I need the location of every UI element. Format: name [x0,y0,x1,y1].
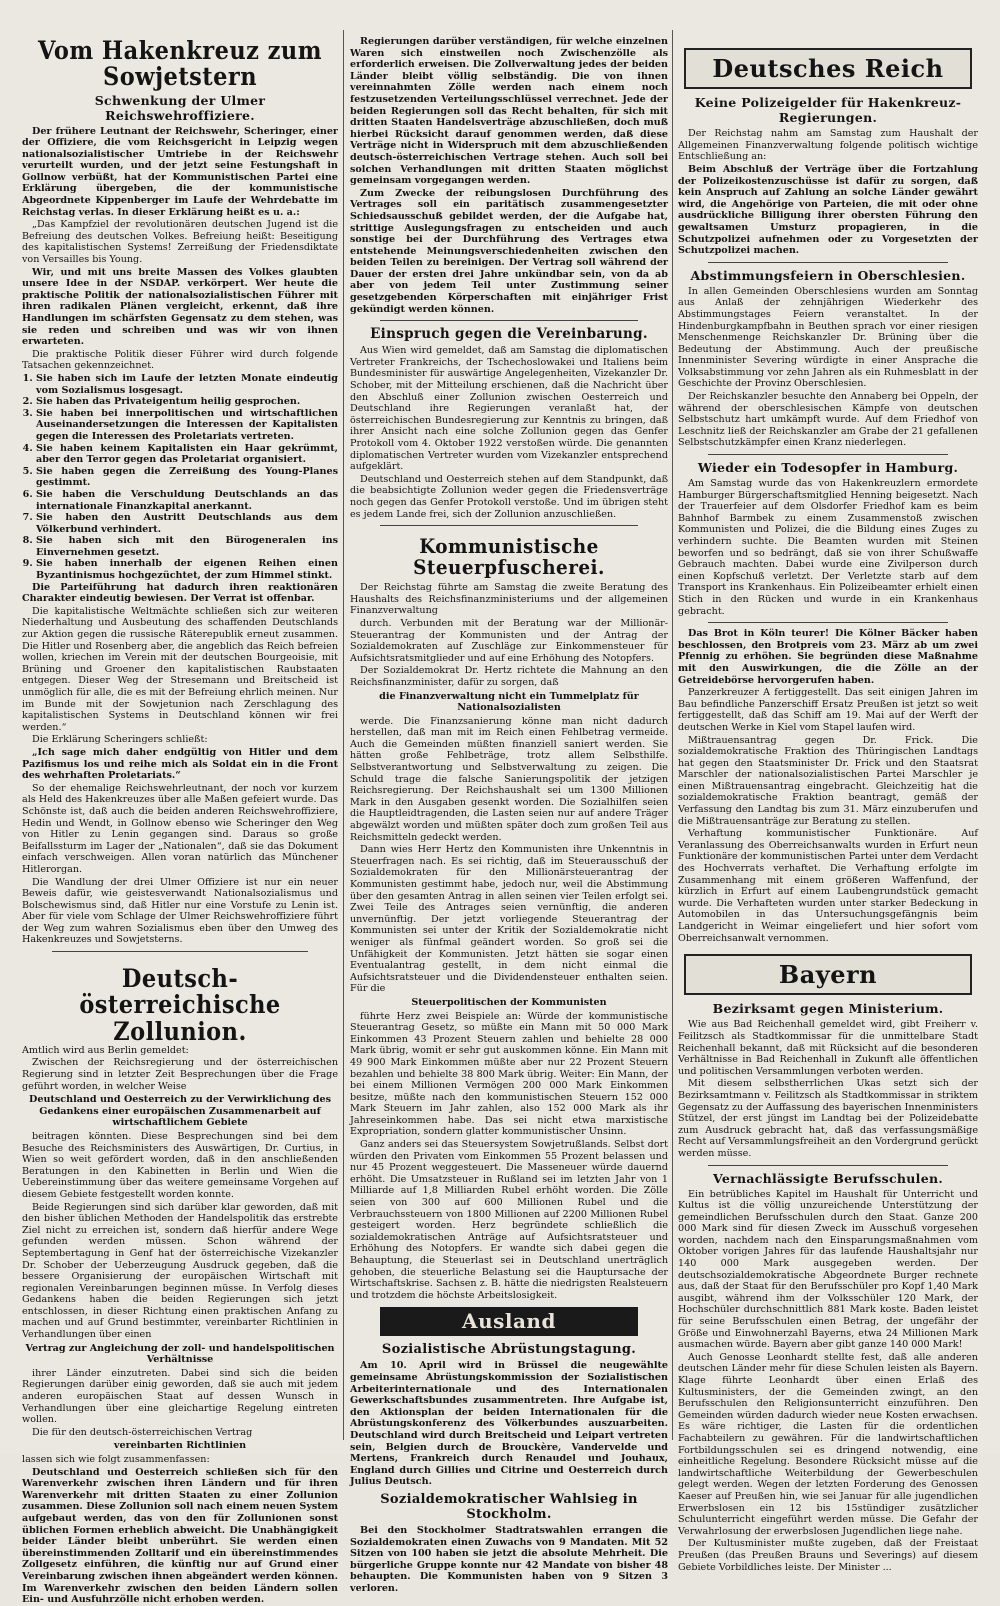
paragraph: „Das Kampfziel der revolutionären deutschen Jugend ist die Befreiung des deutschen Volkes. Befreiung heißt: Beseitigung des kapitalistischen Systems! Zerreißung der Friedensdiktate von Versailles bis Young. [22,219,338,266]
paragraph: Der frühere Leutnant der Reichswehr, Scheringer, einer der Offiziere, die vom Reichsgericht in Leipzig wegen nationalsozialistischer Umtriebe in der Reichswehr verurteilt wurden, und der jetzt seine Festungshaft in Gollnow verbüßt, hat der Kommunistischen Partei eine Erklärung übergeben, die der kommunistische Abgeordnete Kippenberger im Laufe der Wehrdebatte im Reichstag verlas. In dieser Erklärung heißt es u. a.: [22,125,338,218]
paragraph: „Ich sage mich daher endgültig von Hitler und dem Pazifismus los und reihe mich als Soldat ein in die Front des wehrhaften Proletariats.“ [22,746,338,782]
section-head-ausland [380,1307,638,1336]
list-item: 9. Sie haben innerhalb der eigenen Reihen einen Byzantinismus hochgezüchtet, der zum Himmel stinkt. [36,558,338,581]
paragraph: Wie aus Bad Reichenhall gemeldet wird, gibt Freiherr v. Feilitzsch als Stadtkommissar für die unmittelbare Stadt Reichenhall bekannt, daß mit Rücksicht auf die besonderen Verhältnisse in Bad Reichenhall in Zukunft alle öffentlichen und politischen Versammlungen verboten werden. [678,1019,978,1077]
paragraph: Der Reichstag nahm am Samstag zum Haushalt der Allgemeinen Finanzverwaltung folgende politisch wichtige Entschließung an: [678,128,978,163]
paragraph: Beide Regierungen sind sich darüber klar geworden, daß mit den bisher üblichen Methoden der Handelspolitik das erstrebte Ziel nicht zu erreichen ist, sondern daß hierfür andere Wege gefunden werden müssen. Schon während der Septembertagung in Genf hat der österreichische Vizekanzler Dr. Schober der Ueberzeugung Ausdruck gegeben, daß die bessere Organisierung der europäischen Wirtschaft mit regionalen Vereinbarungen beginnen müsse. In Verfolg dieses Gedankens haben die beiden Regierungen sich jetzt entschlossen, in dieser Richtung einen praktischen Anfang zu machen und auf Grund bestimmter, vereinbarter Richtlinien in Verhandlungen über einen [22,1201,338,1341]
paragraph: Der Reichskanzler besuchte den Annaberg bei Oppeln, der während der oberschlesischen Kämpfe von deutschen Selbstschutz hart umkämpft wurde. Auf dem Friedhof von Leschnitz ließ der Reichskanzler am Grabe der 21 gefallenen Selbstschutzkämpfer einen Kranz niederlegen. [678,391,978,449]
paragraph: Beim Abschluß der Verträge über die Fortzahlung der Polizeikostenzuschüsse ist dafür zu sorgen, daß kein Anspruch auf Zahlung an solche Länder gewährt wird, die Angehörige von Parteien, die mit oder ohne ausdrückliche Billigung ihrer obersten Führung den gewaltsamen Umsturz propagieren, in die Schutzpolizei aufnehmen oder zu Vorgesetzten der Schutzpolizei machen. [678,163,978,257]
headline-berufsschulen: Vernachlässigte Berufsschulen. [712,1170,944,1186]
headline-hakenkreuz: Vom Hakenkreuz zum Sowjetstern [38,36,322,92]
paragraph: Zwischen der Reichsregierung und der österreichischen Regierung sind in letzter Zeit Besprechungen über die Frage geführt worden, in welcher Weise [22,1057,338,1092]
headline-zollunion: Deutsch-österreichische Zollunion. [79,964,281,1046]
paragraph: Der Reichstag führte am Samstag die zweite Beratung des Haushalts des Reichsfinanzministeriums und der allgemeinen Finanzverwaltung [350,582,668,617]
emphasis-line: vereinbarten Richtlinien [113,1440,247,1452]
paragraph: Die für den deutsch-österreichischen Vertrag [32,1426,253,1438]
emphasis-line: Deutschland und Oesterreich zu der Verwirklichung des Gedankens einer europäischen Zusammenarbeit auf wirtschaftlichem Gebiete [29,1094,331,1129]
headline-steuerpfuscherei: Kommunistische Steuerpfuscherei. [413,534,605,580]
paragraph: durch. Verbunden mit der Beratung war der Millionär-Steuerantrag der Kommunisten und der Antrag der Sozialdemokraten auf Zuschläge zur Einkommensteuer für Aufsichtsratsmitglieder und auf eine Erhöhung des Notopfers. [350,617,668,664]
list-item: 4. Sie haben keinem Kapitalisten ein Haar gekrümmt, aber den Terror gegen das Proletariat organisiert. [36,443,338,466]
paragraph: Die Parteiführung hat dadurch ihren reaktionären Charakter eindeutig bewiesen. Der Verrat ist offenbar. [22,581,338,605]
section-head-bayern [684,954,972,995]
paragraph: Am Samstag wurde das von Hakenkreuzlern ermordete Hamburger Bürgerschaftsmitglied Henning beigesetzt. Nach der Trauerfeier auf dem Olsdorfer Friedhof kam es beim Bahnhof Barmbek zu einem Zusammenstoß zwischen Kommunisten und Polizei, die die Bildung eines Zuges zu verhindern suchte. Die Beamten wurden mit Steinen beworfen und so bedrängt, daß sie von ihrer Schußwaffe Gebrauch machten. Dabei wurde eine Zivilperson durch einen Kopfschuß verletzt. Der Verletzte starb auf dem Transport ins Krankenhaus. Ein Polizeibeamter erhielt einen Stich in den Rücken und wurde in ein Krankenhaus gebracht. [678,478,978,617]
news-item-panzerkreuzer: Panzerkreuzer A fertiggestellt. Das seit einigen Jahren im Bau befindliche Panzerschiff Ersatz Preußen ist jetzt so weit fertiggestellt, daß das Schiff am 19. Mai auf der Werft der deutschen Werke in Kiel vom Stapel laufen wird. [678,687,978,733]
headline-stockholm: Sozialdemokratischer Wahlsieg in Stockholm. [380,1491,638,1522]
list-item: 1. Sie haben sich im Laufe der letzten Monate eindeutig vom Sozialismus losgesagt. [36,373,338,396]
headline-hamburg: Wieder ein Todesopfer in Hamburg. [697,460,959,476]
column-rule [343,30,344,1440]
divider [380,525,638,526]
paragraph: Wir, und mit uns breite Massen des Volkes glaubten unsere Idee in der NSDAP. verkörpert. Wer heute die praktische Politik der nationalsozialistischen Führer mit ihren radikalen Plänen vergleicht, erkennt, daß ihre Handlungen im schärfsten Gegensatz zu dem stehen, was sie reden und schreiben und was wir von ihnen erwarteten. [22,266,338,348]
paragraph: Zum Zwecke der reibungslosen Durchführung des Vertrages soll ein paritätisch zusammengesetzter Schiedsausschuß gebildet werden, der die Aufgabe hat, strittige Auslegungsfragen zu entscheiden und auch sonstige bei der Durchführung des Vertrages etwa entstehende Meinungsverschiedenheiten zwischen den beiden Teilen zu bereinigen. Der Vertrag soll während der Dauer der ersten drei Jahre unkündbar sein, von da ab aber von jedem Teil unter Zustimmung seiner gesetzgebenden Körperschaften mit einjähriger Frist gekündigt werden können. [350,187,668,315]
column-2 [350,0,668,1594]
headline-einspruch: Einspruch gegen die Vereinbarung. [370,326,648,343]
paragraph: beitragen könnten. Diese Besprechungen sind bei dem Besuche des Reichsministers des Auswärtigen, Dr. Curtius, in Wien so weit gefördert worden, daß in den anschließenden Beratungen in den Kabinetten in Berlin und Wien die Uebereinstimmung über das weitere gemeinsame Vorgehen auf diesem Gebiete festgestellt worden konnte. [22,1130,338,1200]
paragraph: Aus Wien wird gemeldet, daß am Samstag die diplomatischen Vertreter Frankreichs, der Tschechoslowakei und Italiens beim Bundesminister für auswärtige Angelegenheiten, Vizekanzler Dr. Schober, mit der Mitteilung erschienen, daß die Nachricht über den Abschluß einer Zollunion zwischen Oesterreich und Deutschland ihre Regierungen veranlaßt hat, der österreichischen Bundesregierung zur Kenntnis zu bringen, daß ihrer Ansicht nach eine solche Zollunion gegen das Genfer Protokoll vom 4. Oktober 1922 verstoßen würde. Die genannten diplomatischen Vertreter wurden vom Vizekanzler entsprechend aufgeklärt. [350,345,668,473]
paragraph: Bei den Stockholmer Stadtratswahlen errangen die Sozialdemokraten einen Zuwachs von 9 Mandaten. Mit 52 Sitzen von 100 haben sie jetzt die absolute Mehrheit. Die bürgerliche Gruppe konnte nur 42 Mandate von bisher 48 behaupten. Die Kommunisten haben von 9 Sitzen 3 verloren. [350,1524,668,1594]
paragraph: Mit diesem selbstherrlichen Ukas setzt sich der Bezirksamtmann v. Feilitzsch als Stadtkommissar in striktem Gegensatz zu der Auffassung des bayerischen Innenministers Stützel, der erst jüngst im Landtag bei der Polizeidebatte zum Ausdruck gebracht hat, daß das verfassungsmäßige Recht auf Versammlungsfreiheit an den Vordergrund gerückt werden müsse. [678,1078,978,1159]
paragraph: Die kapitalistische Weltmächte schließen sich zur weiteren Niederhaltung und Ausbeutung des schaffenden Deutschlands zur Aktion gegen die russische Räterepublik erneut zusammen. Die Hitler und Rosenberg aber, die angeblich das Reich befreien wollen, kriechen im Verein mit der deutschen Bourgeoisie, mit Brüning und Groener den kapitalistischen Raubstaaten entgegen. Dieser Weg der Stresemann und Breitscheid ist unmöglich für alle, die es mit der Befreiung ehrlich meinen. Nur im Bunde mit der Sowjetunion nach Zerschlagung des kapitalistischen Systems in Deutschland können wir frei werden.“ [22,605,338,733]
divider [708,1165,948,1166]
list-item: 8. Sie haben sich mit den Bürogeneralen ins Einvernehmen gesetzt. [36,535,338,558]
list-item: 6. Sie haben die Verschuldung Deutschlands an das internationale Finanzkapital anerkannt. [36,489,338,512]
paragraph: Die Erklärung Scheringers schließt: [32,734,208,746]
news-item-frick: Mißtrauensantrag gegen Dr. Frick. Die sozialdemokratische Fraktion des Thüringischen Landtags hat gegen den Staatsminister Dr. Frick und den Staatsrat Marschler der nationalsozialistischen Partei Marschler je einen Mißtrauensantrag eingebracht. Gleichzeitig hat die sozialdemokratische Fraktion beantragt, gemäß der Verfassung den Landtag bis zum 31. März einzuberufen und die Mißtrauensanträge zur Beratung zu stellen. [678,734,978,827]
paragraph: In allen Gemeinden Oberschlesiens wurden am Sonntag aus Anlaß der zehnjährigen Wiederkehr des Abstimmungstages Feiern veranstaltet. In der Hindenburgkampfbahn in Beuthen sprach vor einer riesigen Menschenmenge Reichskanzler Dr. Brüning über die Bedeutung der Abstimmung. Auch der preußische Innenminister Severing würdigte in einer Ansprache die Volksabstimmung vor zehn Jahren als ein Ruhmesblatt in der Geschichte der Provinz Oberschlesien. [678,285,978,390]
paragraph: Dann wies Herr Hertz den Kommunisten ihre Unkenntnis in Steuerfragen nach. Es sei richtig, daß im Steuerausschuß der Sozialdemokraten für den Millionärsteuerantrag der Kommunisten gestimmt habe, jedoch nur, weil die Abstimmung über den gesamten Antrag in allen seinen vier Teilen erfolgt sei. Zwei Teile des Antrages seien vernünftig, die anderen unvernünftig. Der jetzt vorliegende Steuerantrag der Kommunisten sei unter der Kritik der Sozialdemokratie nicht weniger als fünfmal geändert worden. So groß sei die Unfähigkeit der Kommunisten. Jetzt hätten sie sogar einen Eventualantrag gestellt, in dem nicht einmal die Aufsichtsratsteuer und die Dividendensteuer enthalten seien. Für die [350,844,668,995]
paragraph: Deutschland und Oesterreich schließen sich für den Warenverkehr zwischen ihren Ländern und für ihren Warenverkehr mit dritten Staaten zu einer Zollunion zusammen. Diese Zollunion soll nach einem neuen System aufgebaut werden, das von den für Zollunionen sonst üblichen Formen erheblich abweicht. Die Unabhängigkeit beider Länder bleibt unberührt. Sie werden einen übereinstimmenden Zolltarif und ein übereinstimmendes Zollgesetz einführen, die künftig nur auf Grund einer Vereinbarung zwischen ihnen abgeändert werden können. Im Warenverkehr zwischen den beiden Ländern sollen Ein- und Ausfuhrzölle nicht erhoben werden. [22,1466,338,1606]
divider [708,454,948,455]
paragraph: Der Sozialdemokrat Dr. Hertz richtete die Mahnung an den Reichsfinanzminister, dafür zu sorgen, daß [350,665,668,688]
paragraph: Amtlich wird aus Berlin gemeldet: [22,1044,189,1056]
paragraph: ihrer Länder einzutreten. Dabei sind sich die beiden Regierungen darüber einig geworden, daß sie auch mit jedem anderen europäischen Staat auf dessen Wunsch in Verhandlungen über eine gleichartige Regelung eintreten wollen. [22,1367,338,1426]
divider [708,262,948,263]
paragraph: Der Kultusminister mußte zugeben, daß der Freistaat Preußen (das Preußen Brauns und Severings) auf diesem Gebiete Vorbildliches leiste. Der Minister ... [678,1538,978,1573]
paragraph: führte Herz zwei Beispiele an: Würde der kommunistische Steuerantrag Gesetz, so müßte ein Mann mit 50 000 Mark Einkommen 43 Prozent Steuern zahlen und behielte 28 000 Mark übrig, womit er sehr gut auskommen könne. Ein Mann mit 49 900 Mark Einkommen müßte aber nur 22 Prozent Steuern bezahlen und behielte 38 800 Mark übrig. Weiter: Ein Mann, der bei einem Millionen Vermögen 200 000 Mark Einkommen besitze, müßte nach den kommunistischen Steuern 152 000 Mark Steuern im Jahr zahlen, also 152 000 Mark als ihr Jahreseinkommen habe. Das sei nicht etwa marxistische Expropriation, sondern glatter kommunistischer Unsinn. [350,1010,668,1138]
emphasis-line: die Finanzverwaltung nicht ein Tummelplatz für Nationalsozialisten [379,690,639,714]
divider [52,951,308,952]
news-item-brot: Das Brot in Köln teurer! Die Kölner Bäcker haben beschlossen, den Brotpreis vom 23. März ab um zwei Pfennig zu erhöhen. Sie begründen diese Maßnahme mit den Auswirkungen, die die Zölle an der Getreidebörse hervorgerufen haben. [678,628,978,686]
subheadline-ulmer: Schwenkung der Ulmer Reichswehroffiziere. [94,92,266,123]
paragraph: werde. Die Finanzsanierung könne man nicht dadurch herstellen, daß man mit im Reich einen Fehlbetrag vermeide. Auch die Gemeinden müßten finanziell saniert werden. Sie hätten große Fehlbeträge, trotz allem Selbsthilfe. Selbstverantwortung und Selbstverwaltung zu zeigen. Die Schuld trage die falsche Sanierungspolitik der jetzigen Reichsregierung. Der Reichshaushalt sei um 1300 Millionen Mark in den Ausgaben gesenkt worden. Die Sozialhilfen seien die Hauptleidtragenden, die Lasten seien nur auf andere Träger abgewälzt worden und müßten später doch zum großen Teil aus Reichsmitteln gedeckt werden. [350,715,668,843]
headline-polizeigelder: Keine Polizeigelder für Hakenkreuz-Regierungen. [694,95,962,126]
paragraph: lassen sich wie folgt zusammenfassen: [22,1454,210,1465]
emphasis-line: Vertrag zur Angleichung der zoll- und handelspolitischen Verhältnisse [25,1342,335,1366]
headline-abruestung: Sozialistische Abrüstungstagung. [381,1342,637,1358]
list-item: 2. Sie haben das Privateigentum heilig gesprochen. [36,396,338,408]
paragraph: Die praktische Politik dieser Führer wird durch folgende Tatsachen gekennzeichnet. [22,348,338,372]
emphasis-line: Steuerpolitischen der Kommunisten [411,996,607,1008]
demands-list [22,373,338,582]
paragraph: Am 10. April wird in Brüssel die neugewählte gemeinsame Abrüstungskommission der Sozialistischen Arbeiterinternationale und des Internationalen Gewerkschaftsbundes zusammentreten. Ihre Aufgabe ist, den Aktionsplan der beiden Internationalen für die Abrüstungskonferenz des Völkerbundes auszuarbeiten. Deutschland wird durch Breitscheid und Leipart vertreten sein, Belgien durch de Brouckère, Vandervelde und Mertens, Frankreich durch Renaudel und Jouhaux, England durch Gillies und Citrine und Oesterreich durch Julius Deutsch. [350,1360,668,1488]
paragraph: Regierungen darüber verständigen, für welche einzelnen Waren sich einstweilen noch Zwischenzölle als erforderlich erweisen. Die Zollverwaltung jedes der beiden Länder bleibt völlig selbständig. Die von ihnen vereinnahmten Zölle werden nach einem noch festzusetzenden Verteilungsschlüssel verrechnet. Jede der beiden Regierungen soll das Recht behalten, für sich mit dritten Staaten Handelsverträge abzuschließen, doch muß hierbei Rücksicht darauf genommen werden, daß diese Verträge nicht in Widerspruch mit dem abzuschließenden deutsch-österreichischen Vertrage stehen. Auch soll bei solchen Verhandlungen mit dritten Staaten möglichst gemeinsam vorgegangen werden. [350,36,668,187]
column-1 [22,0,338,1606]
headline-oberschlesien: Abstimmungsfeiern in Oberschlesien. [690,267,966,283]
paragraph: Die Wandlung der drei Ulmer Offiziere ist nur ein neuer Beweis dafür, wie geistesverwandt Nationalsozialismus und Bolschewismus sind, daß Hitler nur eine Vorstufe zu Lenin ist. Aber für viele vom Schlage der Ulmer Reichswehroffiziere führt der Weg zum wahren Sozialismus eben über den Umweg des Hakenkreuzes und Sowjetsterns. [22,876,338,946]
list-item: 5. Sie haben gegen die Zerreißung des Young-Planes gestimmt. [36,466,338,489]
section-head-deutsches-reich [684,48,972,89]
paragraph: Ganz anders sei das Steuersystem Sowjetrußlands. Selbst dort würden den Privaten vom Einkommen 55 Prozent belassen und nur 45 Prozent weggesteuert. Die Masseneuer würde dauernd erhöht. Die Umsatzsteuer in Rußland sei im letzten Jahr von 1 Milliarde auf 1,8 Milliarden Rubel erhöht worden. Die Zölle seien von 300 auf 600 Millionen Rubel und die Verbrauchssteuern von 1800 Millionen auf 2200 Millionen Rubel gesteigert worden. Herz begründete schließlich die sozialdemokratischen Anträge auf Aufsichtsratsteuer und Erhöhung des Notopfers. Er wandte sich dabei gegen die Behauptung, die Steuerlast sei in Deutschland unerträglich gehoben, die steuerliche Belastung sei die Hauptursache der Wirtschaftskrise. Sachsen z. B. hätte die niedrigsten Realsteuern und trotzdem die höchste Arbeitslosigkeit. [350,1139,668,1301]
section-head-label: Deutsches Reich [712,54,944,83]
divider [708,622,948,623]
headline-bezirksamt: Bezirksamt gegen Ministerium. [712,1001,944,1017]
divider [380,320,638,321]
list-item: 7. Sie haben den Austritt Deutschlands aus dem Völkerbund verhindert. [36,512,338,535]
section-head-label: Bayern [778,960,878,990]
paragraph: Auch Genosse Leonhardt stellte fest, daß alle anderen deutschen Länder mehr für diese Schulen leisten als Bayern. Klage führte Leonhardt über einen Erlaß des Kultusministers, der die Gemeinden zwingt, an den Berufsschulen den Religionsunterricht einzuführen. Den Gemeinden würden dadurch wieder neue Kosten erwachsen. Es wäre richtiger, die Lasten für die ordentlichen Fachabteilern zu gewähren. Für die landwirtschaftlichen Fortbildungsschulen sei es dringend notwendig, eine einheitliche Regelung. Besondere Rücksicht müsse auf die landwirtschaftliche Weiterbildung der Gewerbeschulen gelegt werden. Wegen der letzten Forderung des Genossen Kaeser auf Preußen hin, wie sei Januar für alle jugendlichen Erwerbslosen ein 12 bis 15stündiger zusätzlicher Schulunterricht eingeführt werden müsse. Die Gefahr der Verwahrlosung der erwerbslosen Jugendlichen liege nahe. [678,1351,978,1537]
paragraph: So der ehemalige Reichswehrleutnant, der noch vor kurzem als Held des Hakenkreuzes über alle Maßen gefeiert wurde. Das Schönste ist, daß auch die beiden anderen Reichswehroffiziere, Hedin und Wendt, in Gollnow ebenso wie Scheringer den Weg von Hitler zu Lenin gegangen sind. Daraus so große Beifallssturm im Lager der „Nationalen“, daß sie das Dokument einfach verschweigen. Allen voran natürlich das Münchener Hitlerorgan. [22,782,338,875]
section-head-label: Ausland [462,1309,556,1334]
paragraph: Ein betrübliches Kapitel im Haushalt für Unterricht und Kultus ist die völlig unzureichende Unterstützung der gemeindlichen Berufsschulen durch den Staat. Ganze 200 000 Mark sind für diesen Zweck im Ausschuß vorgesehen worden, nachdem nach den Einsparungsmaßnahmen vom Oktober vorigen Jahres für das laufende Haushaltsjahr nur 140 000 Mark ausgegeben werden. Der deutschsozialdemokratische Abgeordnete Burger rechnete aus, daß der Staat für den Berufsschüler pro Kopf 1,40 Mark ausgibt, während ihm der Volksschüler 120 Mark, der Hochschüler durchschnittlich 881 Mark koste. Baden leistet für seine Berufsschulen einen Betrag, der ungefähr der Größe und Einwohnerzahl Bayerns, etwa 24 Millionen Mark ausmachen würde. Bayern aber gibt ganze 140 000 Mark! [678,1188,978,1351]
column-3 [678,0,978,1573]
paragraph: Deutschland und Oesterreich stehen auf dem Standpunkt, daß die beabsichtigte Zollunion weder gegen die Friedensverträge noch gegen das Genfer Protokoll verstoße. Und im übrigen steht es jedem Lande frei, sich der Zollunion anzuschließen. [350,473,668,520]
column-rule [672,30,673,1440]
news-item-verhaftung: Verhaftung kommunistischer Funktionäre. Auf Veranlassung des Oberreichsanwalts wurden in Erfurt neun Funktionäre der kommunistischen Partei unter dem Verdacht des Hochverrats verhaftet. Die Verhaftung erfolgte im Zusammenhang mit einem größeren Waffenfund, der kürzlich in Erfurt auf einem Laubengrundstück gemacht wurde. Die Verhafteten wurden unter starker Bedeckung in Automobilen in das Untersuchungsgefängnis beim Landgericht in Weimar eingeliefert und hier sofort vom Oberreichsanwalt vernommen. [678,828,978,944]
list-item: 3. Sie haben bei innerpolitischen und wirtschaftlichen Auseinandersetzungen die Interessen der Kapitalisten gegen die Interessen des Proletariats vertreten. [36,408,338,443]
